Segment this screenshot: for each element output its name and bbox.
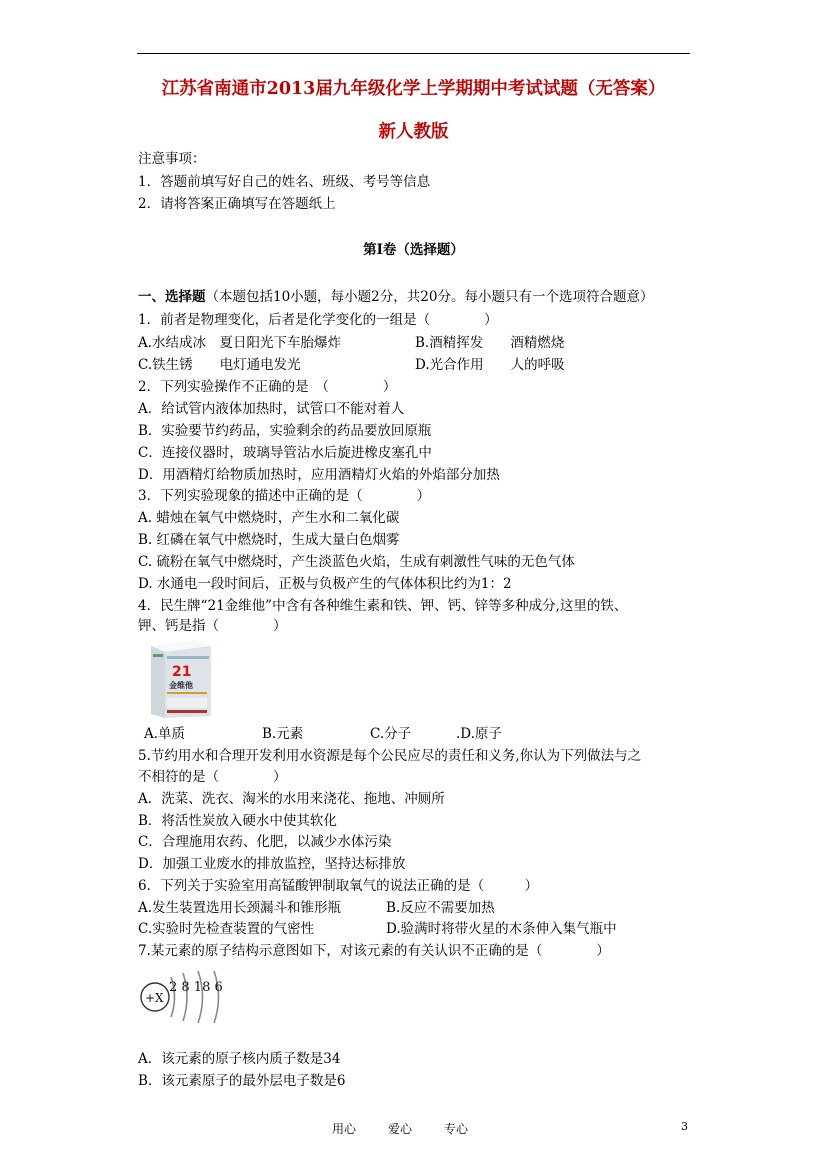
q1-option-d: D.光合作用 人的呼吸 bbox=[415, 357, 565, 373]
q7-option-b: B．该元素原子的最外层电子数是6 bbox=[138, 1073, 346, 1089]
q5-stem-line1: 5.节约用水和合理开发利用水资源是每个公民应尽的责任和义务,你认为下列做法与之 bbox=[138, 748, 642, 764]
q2-option-a: A．给试管内液体加热时，试管口不能对着人 bbox=[138, 401, 405, 417]
q6-option-c: C.实验时先检查装置的气密性 bbox=[138, 921, 315, 937]
section-title: 第I卷（选择题） bbox=[363, 242, 464, 258]
box-product-name: 金维他 bbox=[169, 681, 193, 690]
q6-option-a: A.发生装置选用长颈漏斗和锥形瓶 bbox=[138, 900, 342, 916]
q7-stem: 7.某元素的原子结构示意图如下，对该元素的有关认识不正确的是（ ） bbox=[138, 943, 610, 959]
box-brand-number: 21 bbox=[172, 664, 192, 680]
atom-nucleus-label: +X bbox=[145, 991, 164, 1005]
notice-heading: 注意事项： bbox=[138, 151, 206, 167]
q3-stem: 3．下列实验现象的描述中正确的是（ ） bbox=[138, 488, 431, 504]
document-subtitle: 新人教版 bbox=[378, 122, 449, 142]
q1-option-b: B.酒精挥发 酒精燃烧 bbox=[415, 335, 565, 351]
q2-option-b: B．实验要节约药品，实验剩余的药品要放回原瓶 bbox=[138, 423, 432, 439]
footer-word-1: 用心 bbox=[332, 1122, 357, 1136]
q6-stem: 6．下列关于实验室用高锰酸钾制取氧气的说法正确的是（ ） bbox=[138, 878, 539, 894]
part1-heading bbox=[138, 288, 653, 306]
part1-desc: （本题包括10小题，每小题2分，共20分。每小题只有一个选项符合题意） bbox=[205, 289, 654, 305]
q1-option-a: A.水结成冰 夏日阳光下车胎爆炸 bbox=[138, 335, 342, 351]
footer-word-2: 爱心 bbox=[388, 1122, 413, 1136]
q5-option-a: A．洗菜、洗衣、淘米的水用来浇花、拖地、冲厕所 bbox=[138, 791, 445, 807]
q5-option-c: C．合理施用农药、化肥，以减少水体污染 bbox=[138, 834, 392, 850]
q4-option-b: B.元素 bbox=[262, 726, 304, 742]
q6-option-b: B.反应不需要加热 bbox=[386, 900, 495, 916]
notice-item-2: 2．请将答案正确填写在答题纸上 bbox=[138, 196, 336, 212]
q4-stem-line1: 4．民生牌“21金维他”中含有各种维生素和铁、钾、钙、锌等多种成分,这里的铁、 bbox=[138, 598, 628, 614]
q2-option-c: C．连接仪器时，玻璃导管沾水后旋进橡皮塞孔中 bbox=[138, 445, 432, 461]
page-number: 3 bbox=[681, 1120, 688, 1133]
q5-stem-line2: 不相符的是（ ） bbox=[138, 769, 287, 785]
q4-option-d: .D.原子 bbox=[456, 726, 502, 742]
q7-option-a: A．该元素的原子核内质子数是34 bbox=[138, 1051, 341, 1067]
q3-option-c: C. 硫粉在氧气中燃烧时，产生淡蓝色火焰，生成有刺激性气味的无色气体 bbox=[138, 554, 575, 570]
q5-option-d: D．加强工业废水的排放监控，坚持达标排放 bbox=[138, 856, 406, 872]
q4-option-c: C.分子 bbox=[370, 726, 412, 742]
q5-option-b: B．将活性炭放入硬水中使其软化 bbox=[138, 813, 337, 829]
q6-option-d: D.验满时将带火星的木条伸入集气瓶中 bbox=[386, 921, 617, 937]
q3-option-b: B. 红磷在氧气中燃烧时，生成大量白色烟雾 bbox=[138, 532, 400, 548]
part1-label: 一、选择题 bbox=[138, 289, 206, 305]
q2-option-d: D．用酒精灯给物质加热时，应用酒精灯火焰的外焰部分加热 bbox=[138, 467, 500, 483]
header-rule bbox=[137, 53, 690, 54]
footer-word-3: 专心 bbox=[444, 1122, 469, 1136]
atom-structure-diagram bbox=[138, 967, 228, 1029]
vitamin-box-image bbox=[145, 636, 213, 718]
q3-option-d: D. 水通电一段时间后，正极与负极产生的气体体积比约为1：2 bbox=[138, 576, 512, 592]
q2-stem: 2．下列实验操作不正确的是 （ ） bbox=[138, 379, 397, 395]
q3-option-a: A. 蜡烛在氧气中燃烧时，产生水和二氧化碳 bbox=[138, 510, 400, 526]
notice-item-1: 1．答题前填写好自己的姓名、班级、考号等信息 bbox=[138, 174, 431, 190]
q1-stem: 1．前者是物理变化，后者是化学变化的一组是（ ） bbox=[138, 312, 498, 328]
atom-shell-electrons: 2 8 18 6 bbox=[169, 980, 223, 995]
q1-option-c: C.铁生锈 电灯通电发光 bbox=[138, 357, 301, 373]
q4-option-a: A.单质 bbox=[144, 726, 186, 742]
document-title: 江苏省南通市2013届九年级化学上学期期中考试试题（无答案） bbox=[161, 79, 666, 99]
q4-stem-line2: 钾、钙是指（ ） bbox=[138, 618, 287, 634]
